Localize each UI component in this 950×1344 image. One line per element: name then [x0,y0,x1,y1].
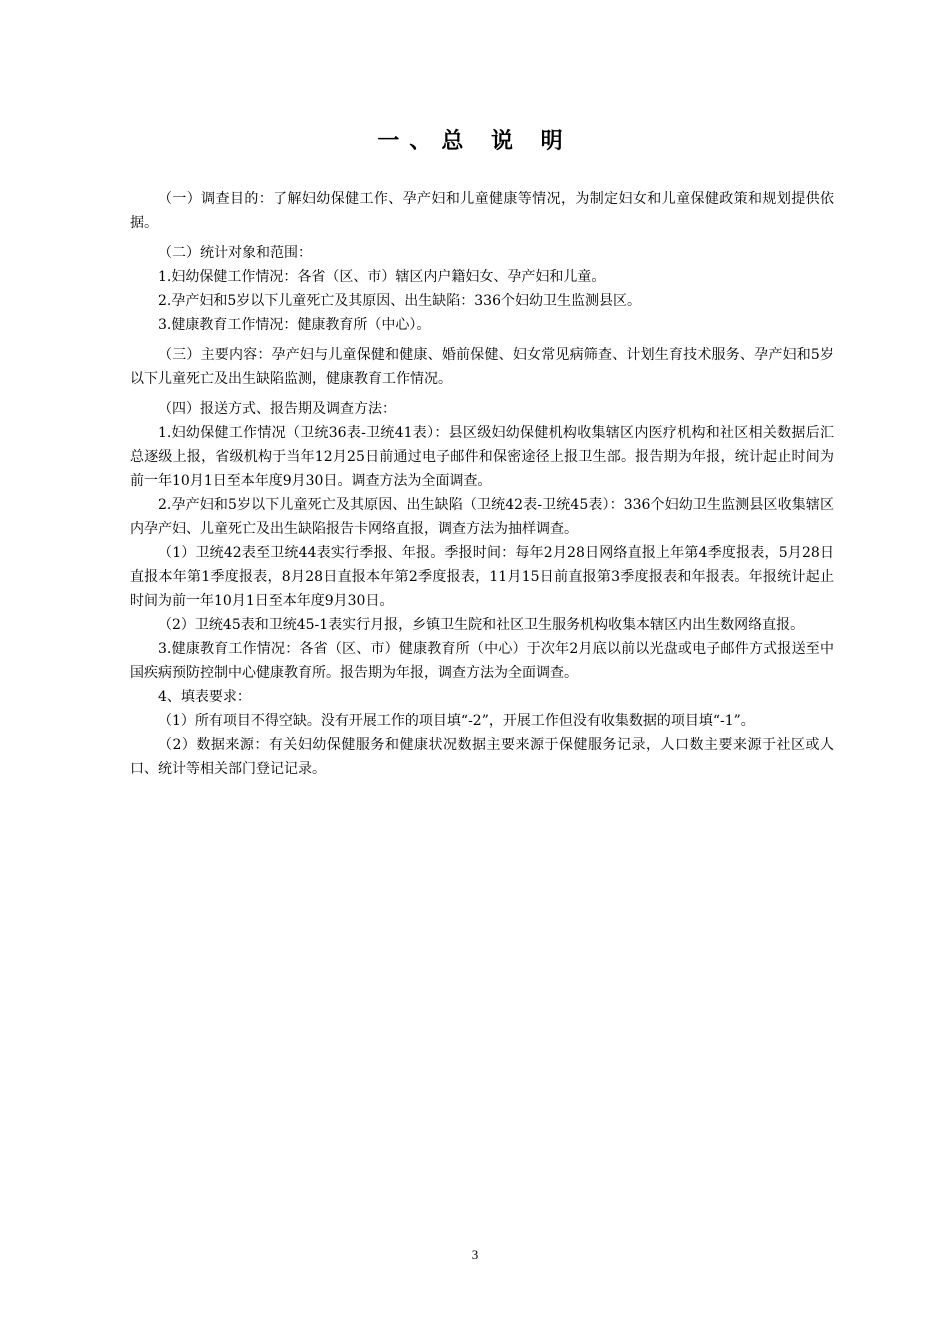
paragraph-reporting-heading: （四）报送方式、报告期及调查方法： [158,401,396,417]
paragraph-scope-item-3: 3.健康教育工作情况：健康教育所（中心）。 [158,317,431,333]
paragraph-reporting-item-1: 1.妇幼保健工作情况（卫统36表-卫统41表）：县区级妇幼保健机构收集辖区内医疗机构和社区相关数据后汇总逐级上报，省级机构于当年12月25日前通过电子邮件和保密途径上报卫生部。报告期为年报，统计起止时间为前一年10月1日至本年度9月30日。调查方法为全面调查。 [130,425,834,489]
paragraph-reporting-item-2-sub-2: （2）卫统45表和卫统45-1表实行月报，乡镇卫生院和社区卫生服务机构收集本辖区内出生数网络直报。 [158,617,805,633]
paragraph-reporting-item-2-sub-1: （1）卫统42表至卫统44表实行季报、年报。季报时间：每年2月28日网络直报上年第4季度报表，5月28日直报本年第1季度报表，8月28日直报本年第2季度报表，11月15日前直报第3季度报表和年报表。年报统计起止时间为前一年10月1日至本年度9月30日。 [130,545,834,609]
paragraph-reporting-item-3: 3.健康教育工作情况：各省（区、市）健康教育所（中心）于次年2月底以前以光盘或电子邮件方式报送至中国疾病预防控制中心健康教育所。报告期为年报，调查方法为全面调查。 [130,641,834,681]
page-title: 一、总 说 明 [377,129,573,154]
paragraph-scope-item-1: 1.妇幼保健工作情况：各省（区、市）辖区内户籍妇女、孕产妇和儿童。 [158,269,606,285]
paragraph-filling-heading: 4、填表要求： [158,689,251,705]
paragraph-scope-item-2: 2.孕产妇和5岁以下儿童死亡及其原因、出生缺陷：336个妇幼卫生监测县区。 [158,293,641,309]
paragraph-main-content: （三）主要内容：孕产妇与儿童保健和健康、婚前保健、妇女常见病筛查、计划生育技术服务、孕产妇和5岁以下儿童死亡及出生缺陷监测，健康教育工作情况。 [130,347,834,387]
document-body [130,187,834,781]
paragraph-filling-item-2: （2）数据来源：有关妇幼保健服务和健康状况数据主要来源于保健服务记录，人口数主要来源于社区或人口、统计等相关部门登记记录。 [130,737,834,777]
page-number: 3 [471,1247,479,1262]
paragraph-scope-heading: （二）统计对象和范围： [158,245,312,261]
paragraph-filling-item-1: （1）所有项目不得空缺。没有开展工作的项目填“-2”，开展工作但没有收集数据的项目填“-1”。 [158,713,755,729]
paragraph-survey-purpose: （一）调查目的：了解妇幼保健工作、孕产妇和儿童健康等情况，为制定妇女和儿童保健政策和规划提供依据。 [130,191,834,231]
paragraph-reporting-item-2: 2.孕产妇和5岁以下儿童死亡及其原因、出生缺陷（卫统42表-卫统45表）：336个妇幼卫生监测县区收集辖区内孕产妇、儿童死亡及出生缺陷报告卡网络直报，调查方法为抽样调查。 [130,497,834,537]
